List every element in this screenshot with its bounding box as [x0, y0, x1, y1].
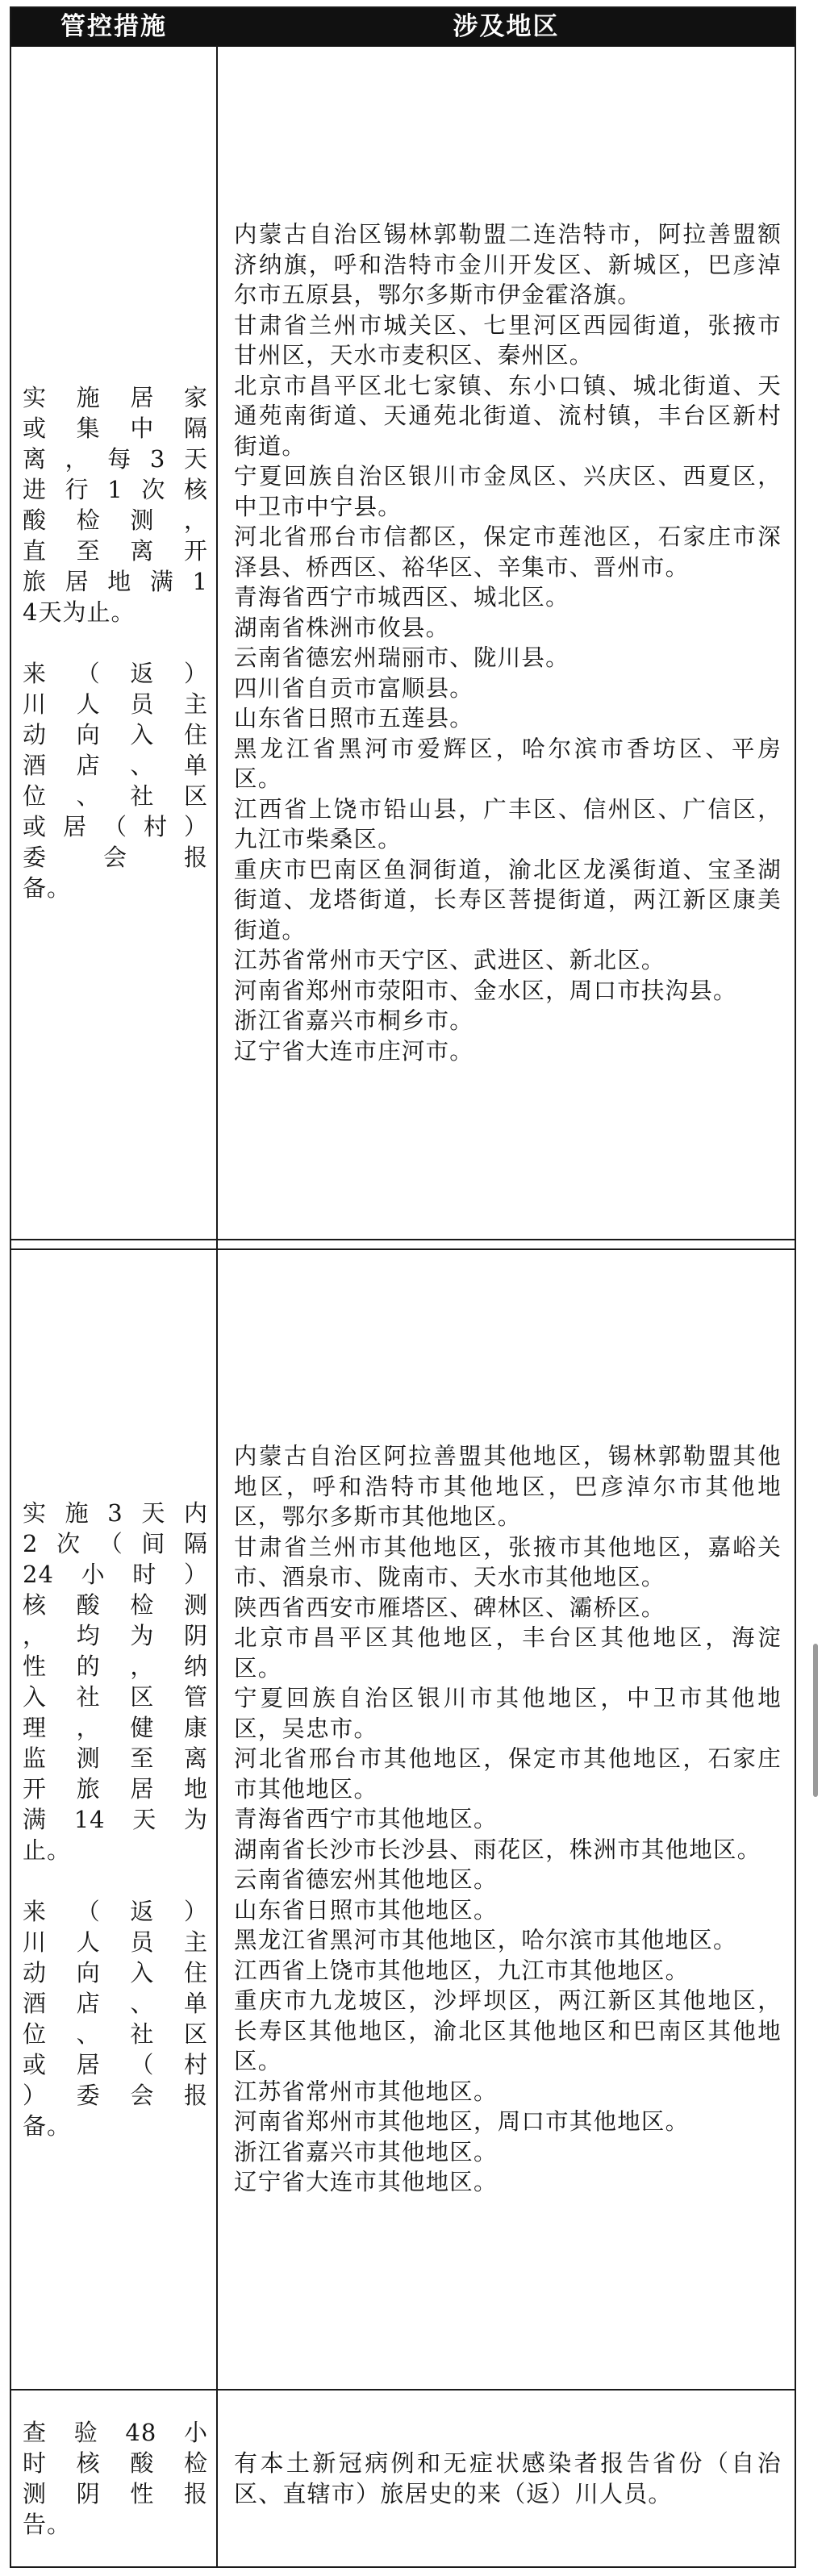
area-entry: 青海省西宁市其他地区。 — [234, 1806, 498, 1833]
measure-line: 进行1次核 — [23, 476, 208, 503]
area-entry: 内蒙古自治区锡林郭勒盟二连浩特市，阿拉善盟额济纳旗，呼和浩特市金川开发区、新城区，巴彦淖尔市五原县，鄂尔多斯市伊金霍洛旗。 — [234, 221, 782, 308]
area-entry: 辽宁省大连市其他地区。 — [234, 2169, 498, 2196]
measure-line: 24小时） — [23, 1561, 208, 1588]
measure-line: 核酸检测 — [23, 1591, 208, 1619]
area-entry: 四川省自贡市富顺县。 — [234, 674, 474, 702]
measure-line: 或集中隔 — [23, 415, 208, 442]
measure-line: 止。 — [23, 1836, 72, 1864]
measure-cell-1 — [11, 47, 216, 1239]
area-entry: 重庆市巴南区鱼洞街道，渝北区龙溪街道、宝圣湖街道、龙塔街道，长寿区菩提街道，两江新区康美街道。 — [234, 856, 782, 944]
area-entry: 陕西省西安市雁塔区、碑林区、灞桥区。 — [234, 1594, 665, 1621]
header-areas: 涉及地区 — [453, 12, 560, 41]
measure-line: 实施3天内 — [23, 1499, 208, 1527]
measure-line: 查验48小 — [23, 2419, 208, 2446]
area-entry: 浙江省嘉兴市桐乡市。 — [234, 1007, 474, 1034]
measure-line: 离，每3天 — [23, 445, 208, 473]
area-entry: 河北省邢台市信都区，保定市莲池区，石家庄市深泽县、桥西区、裕华区、辛集市、晋州市。 — [234, 523, 782, 581]
area-entry: 湖南省长沙市长沙县、雨花区，株洲市其他地区。 — [234, 1836, 761, 1863]
measure-line: 告。 — [23, 2511, 72, 2538]
areas-cell-3 — [218, 2391, 795, 2566]
area-entry: 湖南省株洲市攸县。 — [234, 614, 450, 641]
measure-line: 旅居地满1 — [23, 568, 208, 595]
area-entry: 山东省日照市其他地区。 — [234, 1896, 498, 1924]
area-entry: 黑龙江省黑河市爱辉区，哈尔滨市香坊区、平房区。 — [234, 735, 782, 792]
area-entry: 北京市昌平区北七家镇、东小口镇、城北街道、天通苑南街道、天通苑北街道、流村镇，丰台区新村街道。 — [234, 372, 782, 460]
measure-line: 位、社区 — [23, 782, 208, 810]
measure-line: 4天为止。 — [23, 598, 136, 626]
measure-line: 实施居家 — [23, 384, 208, 411]
area-entry: 河南省郑州市其他地区，周口市其他地区。 — [234, 2108, 690, 2136]
areas-cell-1 — [218, 47, 795, 1239]
area-entry: 江西省上饶市其他地区，九江市其他地区。 — [234, 1957, 690, 1984]
measure-line: 监测至离 — [23, 1744, 208, 1772]
table-header — [11, 8, 795, 47]
area-entry: 江西省上饶市铅山县，广丰区、信州区、广信区，九江市柴桑区。 — [234, 795, 782, 852]
measure-line: 2次（间隔 — [23, 1530, 208, 1557]
measure-line: 川人员主 — [23, 1928, 208, 1956]
area-entry: 有本土新冠病例和无症状感染者报告省份（自治区、直辖市）旅居史的来（返）川人员。 — [234, 2449, 782, 2507]
measure-line: 委会报 — [23, 844, 208, 871]
measure-line: 满14天为 — [23, 1806, 208, 1833]
scrollbar[interactable] — [813, 1644, 818, 1797]
paragraph-gap — [23, 627, 208, 658]
measure-line: 直至离开 — [23, 537, 208, 565]
measure-line: 位、社区 — [23, 2020, 208, 2048]
area-entry: 山东省日照市五莲县。 — [234, 705, 474, 732]
measure-line: 动向入住 — [23, 1959, 208, 1986]
areas-cell-2 — [218, 1250, 795, 2389]
measure-line: 备。 — [23, 874, 72, 902]
measure-line: 酒店、单 — [23, 752, 208, 779]
measure-line: 酒店、单 — [23, 1990, 208, 2017]
measure-line: 性的，纳 — [23, 1653, 208, 1680]
measure-line: 备。 — [23, 2112, 72, 2140]
measure-line: 来（返） — [23, 660, 208, 687]
measure-line: 时核酸检 — [23, 2449, 208, 2477]
measure-line: 或居（村 — [23, 2051, 208, 2078]
control-measures-table — [10, 6, 796, 2568]
row-divider — [11, 1239, 795, 1240]
measure-line: 动向入住 — [23, 721, 208, 748]
area-entry: 辽宁省大连市庄河市。 — [234, 1037, 474, 1065]
area-entry: 北京市昌平区其他地区，丰台区其他地区，海淀区。 — [234, 1624, 782, 1682]
area-entry: 甘肃省兰州市城关区、七里河区西园街道，张掖市甘州区，天水市麦积区、秦州区。 — [234, 311, 782, 369]
measure-line: ）委会报 — [23, 2082, 208, 2109]
measure-line: 开旅居地 — [23, 1775, 208, 1803]
measure-line: ，均为阴 — [23, 1622, 208, 1649]
measure-line: 测阴性报 — [23, 2480, 208, 2507]
measure-line: 理，健康 — [23, 1714, 208, 1741]
measure-cell-2 — [11, 1250, 216, 2389]
area-entry: 河南省郑州市荥阳市、金水区，周口市扶沟县。 — [234, 977, 737, 1004]
measure-line: 酸检测， — [23, 506, 208, 534]
measure-line: 或居（村） — [23, 813, 208, 840]
measure-cell-3 — [11, 2391, 216, 2566]
area-entry: 云南省德宏州其他地区。 — [234, 1866, 498, 1894]
area-entry: 云南省德宏州瑞丽市、陇川县。 — [234, 644, 569, 671]
area-entry: 江苏省常州市其他地区。 — [234, 2078, 498, 2105]
area-entry: 重庆市九龙坡区，沙坪坝区，两江新区其他地区，长寿区其他地区，渝北区其他地区和巴南区其他地区。 — [234, 1987, 782, 2075]
area-entry: 甘肃省兰州市其他地区，张掖市其他地区，嘉峪关市、酒泉市、陇南市、天水市其他地区。 — [234, 1533, 782, 1591]
paragraph-gap — [23, 1865, 208, 1896]
measure-line: 来（返） — [23, 1898, 208, 1925]
area-entry: 宁夏回族自治区银川市其他地区，中卫市其他地区，吴忠市。 — [234, 1685, 782, 1742]
measure-line: 入社区管 — [23, 1683, 208, 1711]
measure-line: 川人员主 — [23, 690, 208, 718]
area-entry: 河北省邢台市其他地区，保定市其他地区，石家庄市其他地区。 — [234, 1745, 782, 1803]
area-entry: 江苏省常州市天宁区、武进区、新北区。 — [234, 947, 665, 973]
area-entry: 黑龙江省黑河市其他地区，哈尔滨市其他地区。 — [234, 1927, 737, 1954]
area-entry: 内蒙古自治区阿拉善盟其他地区，锡林郭勒盟其他地区，呼和浩特市其他地区，巴彦淖尔市其他地区，鄂尔多斯市其他地区。 — [234, 1443, 782, 1531]
area-entry: 青海省西宁市城西区、城北区。 — [234, 584, 569, 611]
area-entry: 宁夏回族自治区银川市金凤区、兴庆区、西夏区，中卫市中宁县。 — [234, 463, 782, 520]
area-entry: 浙江省嘉兴市其他地区。 — [234, 2138, 498, 2165]
header-measures: 管控措施 — [60, 12, 167, 41]
